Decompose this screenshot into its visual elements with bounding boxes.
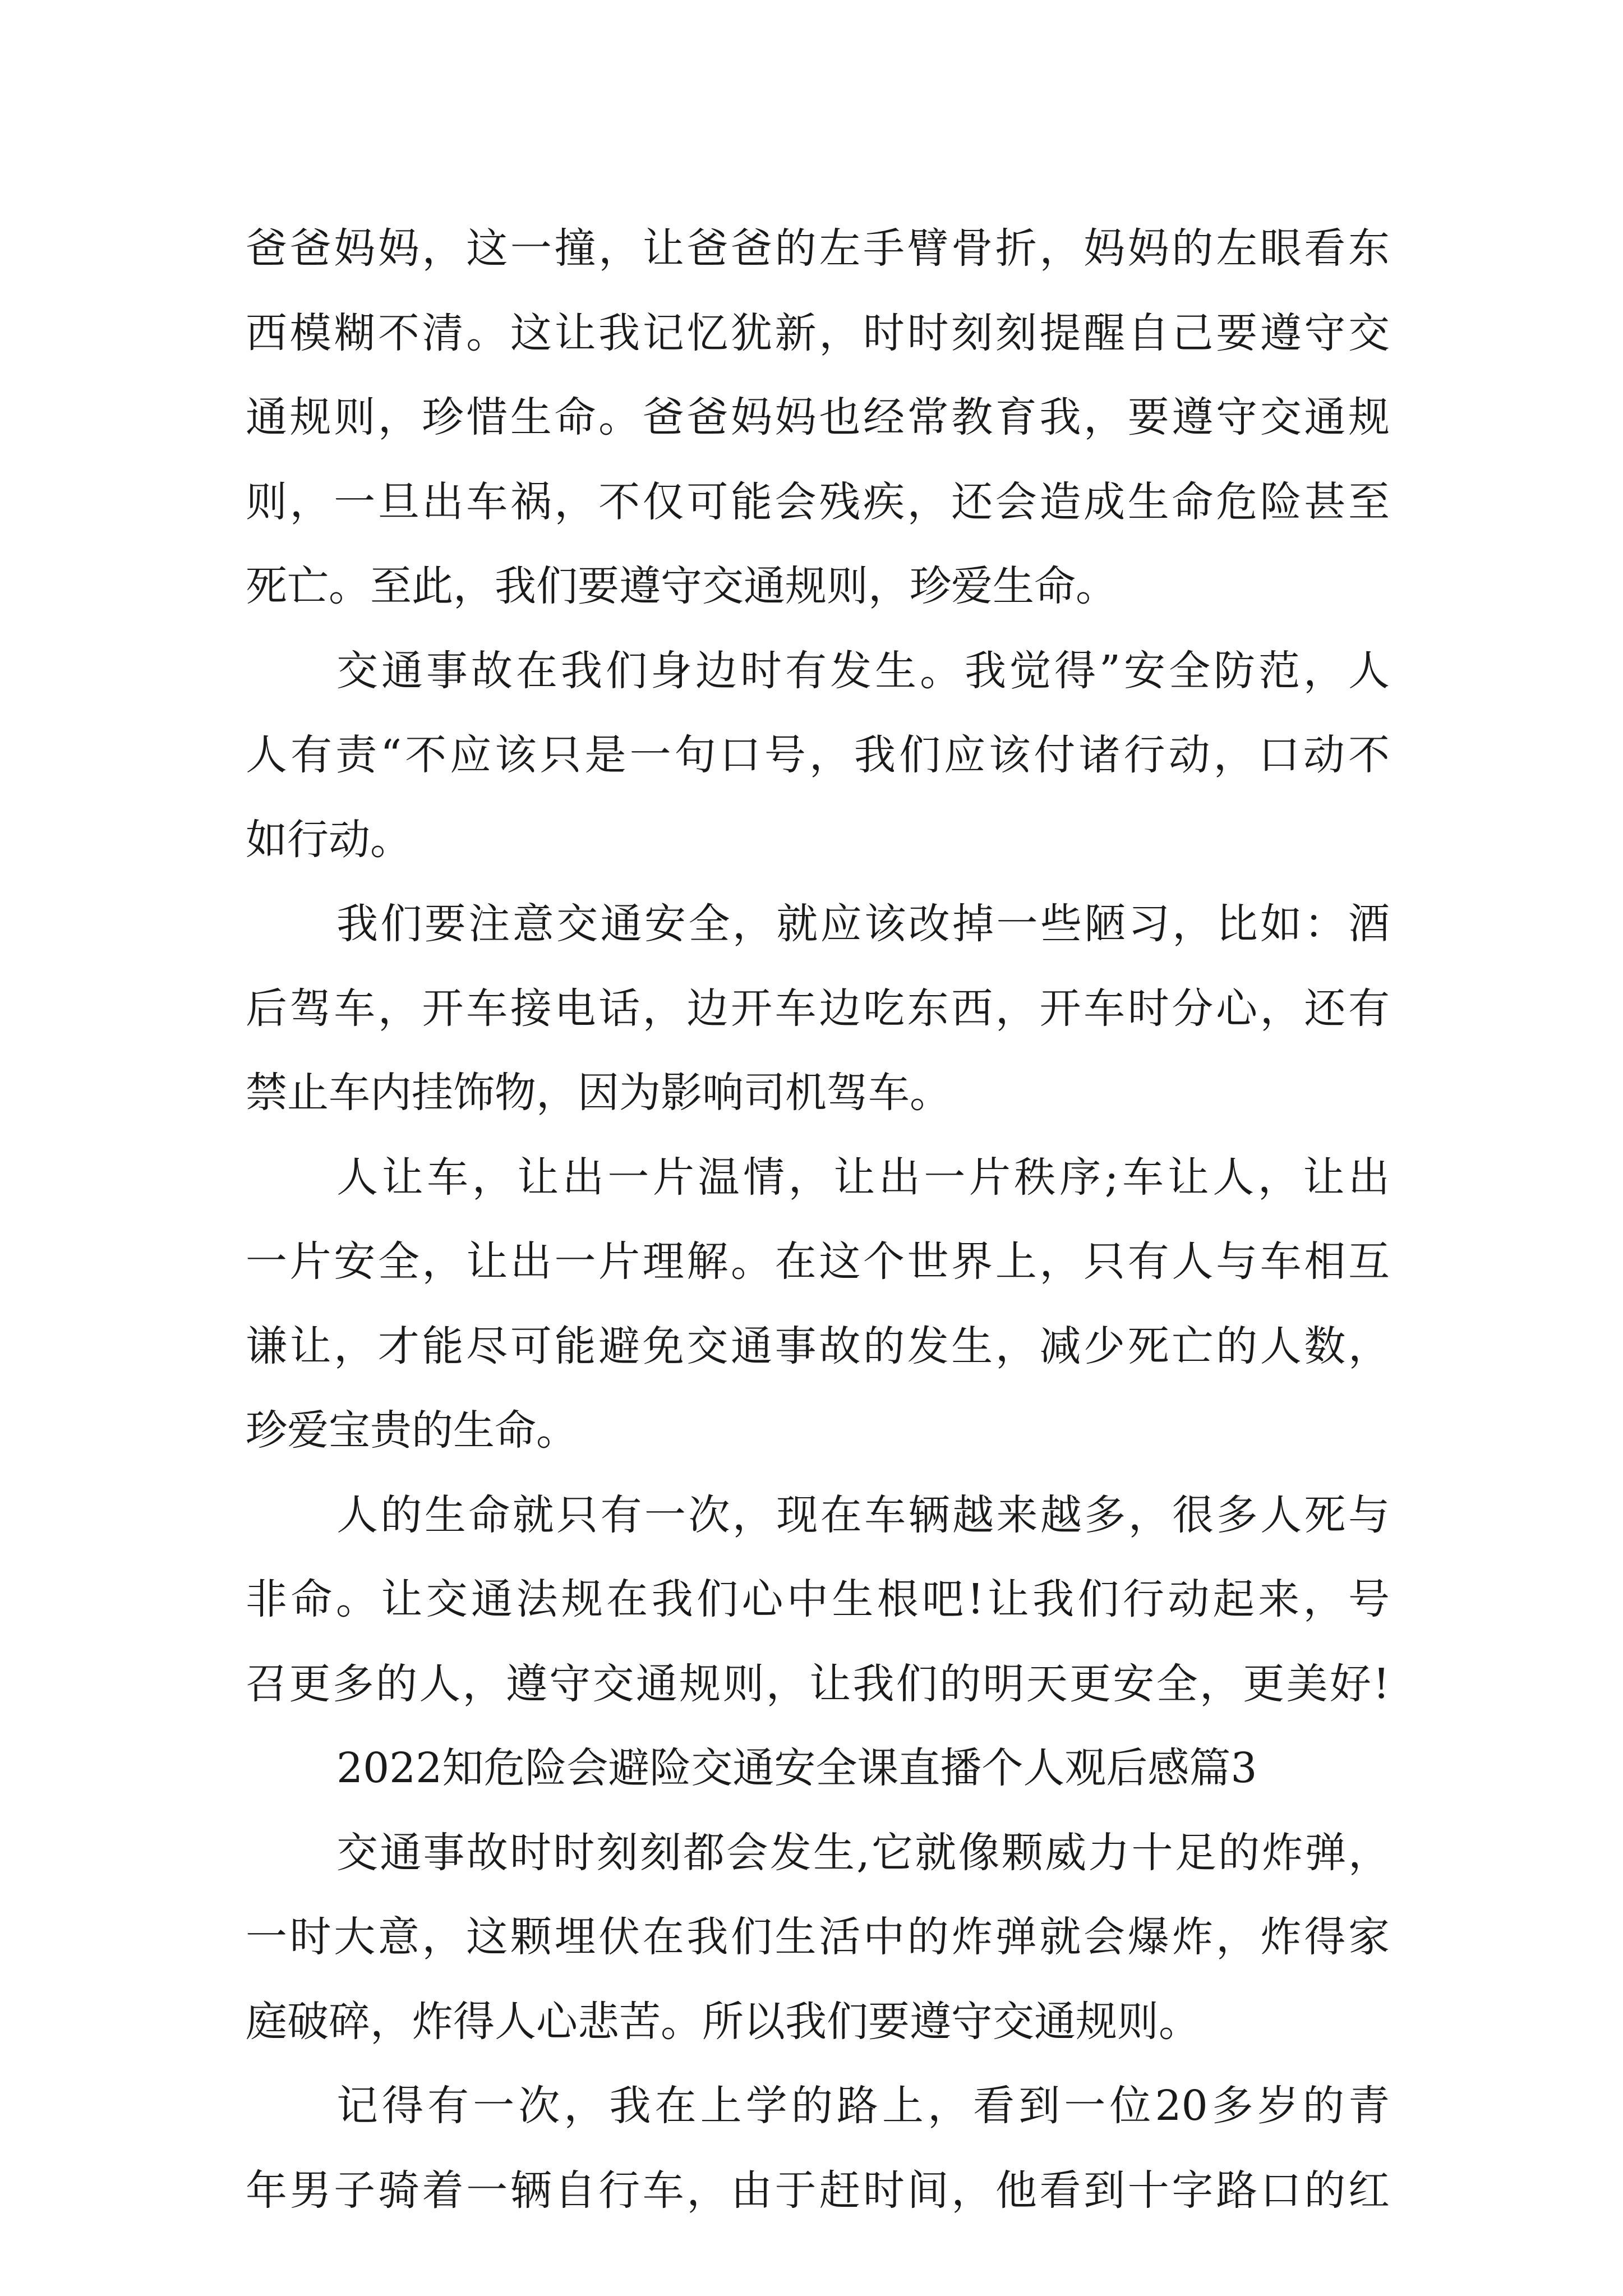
document-body: [246, 206, 1390, 2233]
paragraph-start-line: 记得有一次，我在上学的路上，看到一位20多岁的青: [336, 2082, 1390, 2130]
text-line: 禁止车内挂饰物，因为影响司机驾车。: [246, 1069, 951, 1117]
section-heading: 2022知危险会避险交通安全课直播个人观后感篇3: [336, 1744, 1257, 1792]
text-line: 珍爱宝贵的生命。: [246, 1406, 578, 1455]
text-line: 一时大意，这颗埋伏在我们生活中的炸弹就会爆炸，炸得家: [246, 1913, 1390, 1961]
text-line: 西模糊不清。这让我记忆犹新，时时刻刻提醒自己要遵守交: [246, 309, 1390, 357]
paragraph-start-line: 人的生命就只有一次，现在车辆越来越多，很多人死与: [336, 1490, 1390, 1539]
text-line: 非命。让交通法规在我们心中生根吧!让我们行动起来，号: [246, 1575, 1390, 1623]
paragraph-start-line: 我们要注意交通安全，就应该改掉一些陋习，比如：酒: [336, 900, 1390, 948]
text-line: 通规则，珍惜生命。爸爸妈妈也经常教育我，要遵守交通规: [246, 393, 1390, 441]
text-line: 后驾车，开车接电话，边开车边吃东西，开车时分心，还有: [246, 984, 1390, 1033]
text-line: 谦让，才能尽可能避免交通事故的发生，减少死亡的人数，: [246, 1322, 1390, 1370]
text-line: 人有责“不应该只是一句口号，我们应该付诸行动，口动不: [246, 731, 1390, 779]
text-line: 爸爸妈妈，这一撞，让爸爸的左手臂骨折，妈妈的左眼看东: [246, 224, 1390, 273]
paragraph-start-line: 人让车，让出一片温情，让出一片秩序;车让人，让出: [336, 1153, 1390, 1202]
text-line: 死亡。至此，我们要遵守交通规则，珍爱生命。: [246, 562, 1117, 610]
text-line: 召更多的人，遵守交通规则，让我们的明天更安全，更美好!: [246, 1659, 1390, 1708]
paragraph-start-line: 交通事故时时刻刻都会发生,它就像颗威力十足的炸弹，: [336, 1828, 1390, 1877]
text-line: 则，一旦出车祸，不仅可能会残疾，还会造成生命危险甚至: [246, 477, 1390, 526]
text-line: 年男子骑着一辆自行车，由于赶时间，他看到十字路口的红: [246, 2166, 1390, 2215]
paragraph-start-line: 交通事故在我们身边时有发生。我觉得”安全防范，人: [336, 646, 1390, 695]
text-line: 一片安全，让出一片理解。在这个世界上，只有人与车相互: [246, 1237, 1390, 1286]
text-line: 庭破碎，炸得人心悲苦。所以我们要遵守交通规则。: [246, 1997, 1200, 2046]
text-line: 如行动。: [246, 815, 412, 864]
